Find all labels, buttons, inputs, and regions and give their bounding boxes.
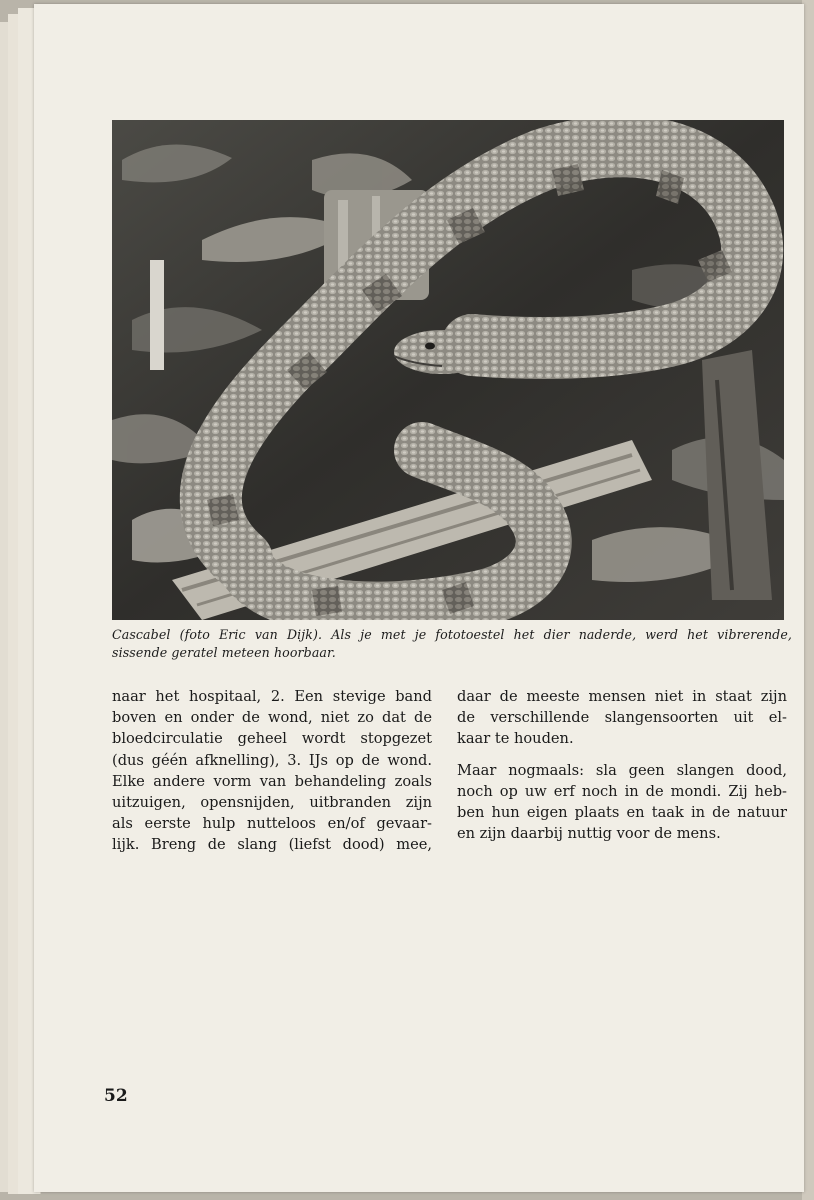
- right-column: [457, 686, 787, 844]
- photo-caption: [112, 626, 792, 662]
- text-line: Maar nogmaals: sla geen slangen dood,: [457, 761, 787, 779]
- right-paragraph-1: [457, 686, 787, 750]
- snake-photo: [112, 120, 784, 620]
- text-line: ben hun eigen plaats en taak in de natuur: [457, 804, 787, 822]
- text-line: (dus géén afknelling), 3. IJs op de wond.: [112, 751, 432, 769]
- text-line: kaar te houden.: [457, 730, 574, 748]
- book-page: [34, 4, 804, 1192]
- left-column: [112, 686, 432, 856]
- text-line: en zijn daarbij nuttig voor de mens.: [457, 825, 721, 843]
- text-line: lijk. Breng de slang (liefst dood) mee,: [112, 836, 432, 854]
- text-line: naar het hospitaal, 2. Een stevige band: [112, 688, 432, 705]
- text-line: Elke andere vorm van behandeling zoals: [112, 772, 432, 790]
- text-line: noch op uw erf noch in de mondi. Zij heb-: [457, 782, 787, 800]
- text-line: daar de meeste mensen niet in staat zijn: [457, 688, 787, 705]
- text-line: uitzuigen, opensnijden, uitbranden zijn: [112, 794, 432, 812]
- caption-line: sissende geratel meteen hoorbaar.: [112, 645, 336, 660]
- text-line: boven en onder de wond, niet zo dat de: [112, 709, 432, 727]
- text-line: de verschillende slangensoorten uit el-: [457, 709, 787, 727]
- snake-illustration: [112, 120, 784, 620]
- caption-line: Cascabel (foto Eric van Dijk). Als je met je fototoestel het dier naderde, werd het vibrerende,: [112, 627, 792, 642]
- text-line: als eerste hulp nutteloos en/of gevaar-: [112, 815, 432, 833]
- right-paragraph-2: [457, 760, 787, 845]
- left-paragraph: [112, 686, 432, 856]
- page-number: 52: [104, 1086, 128, 1106]
- text-line: bloedcirculatie geheel wordt stopgezet: [112, 730, 432, 748]
